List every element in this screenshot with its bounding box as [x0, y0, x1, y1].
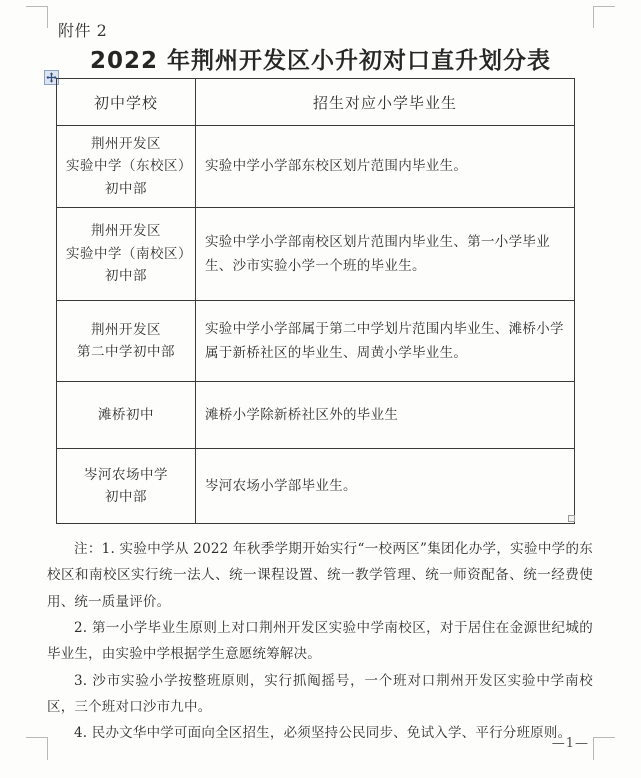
- table-row: [57, 300, 575, 381]
- school-assignment-table: [56, 78, 575, 524]
- school-name-line: 第二中学初中部: [77, 343, 175, 360]
- school-name-line: 滩桥初中: [98, 406, 154, 423]
- school-name-line: 荆州开发区: [91, 136, 161, 152]
- cell-description: 实验中学小学部东校区划片范围内毕业生。: [196, 126, 575, 208]
- crop-mark-bottom-right: [593, 738, 615, 760]
- table-row: [57, 381, 575, 448]
- crop-mark-top-right: [593, 6, 615, 28]
- school-name-line: 岑河农场中学: [84, 466, 168, 483]
- crop-mark-top-left: [26, 6, 48, 28]
- note-item: 注：1. 实验中学从 2022 年秋季学期开始实行“一校两区”集团化办学，实验中学的东校区和南校区实行统一法人、统一课程设置、统一教学管理、统一师资配备、统一经费使用、统一质量评价。: [47, 541, 593, 610]
- page-number: —1—: [551, 736, 589, 751]
- page-title: 2022 年荆州开发区小升初对口直升划分表: [89, 48, 552, 74]
- notes-section: [47, 536, 593, 747]
- cell-school-name: [57, 448, 196, 523]
- school-name-line: 初中部: [105, 180, 147, 197]
- note-item: 4. 民办文华中学可面向全区招生，必须坚持公民同步、免试入学、平行分班原则。: [74, 725, 572, 742]
- table-resize-handle[interactable]: [568, 515, 575, 522]
- column-header-school: 初中学校: [57, 79, 196, 126]
- column-header-description: 招生对应小学毕业生: [196, 79, 575, 126]
- school-name-line: 初中部: [105, 267, 147, 284]
- cell-description: 实验中学小学部属于第二中学划片范围内毕业生、滩桥小学属于新桥社区的毕业生、周黄小学毕业生。: [196, 300, 575, 381]
- cell-school-name: [57, 381, 196, 448]
- table-header-row: [57, 79, 575, 126]
- school-name-line: 实验中学（南校区）: [66, 245, 192, 262]
- school-name-line: 荆州开发区: [91, 223, 161, 240]
- table-row: [57, 207, 575, 300]
- cell-school-name: [57, 300, 196, 381]
- attachment-label: 附件 2: [58, 21, 108, 40]
- cell-school-name: [57, 126, 196, 208]
- table-row: [57, 448, 575, 523]
- cell-description: 岑河农场小学部毕业生。: [196, 448, 575, 523]
- note-item: 3. 沙市实验小学按整班原则，实行抓阄摇号，一个班对口荆州开发区实验中学南校区，三个班对口沙市九中。: [47, 672, 593, 715]
- note-item: 2. 第一小学毕业生原则上对口荆州开发区实验中学南校区，对于居住在金源世纪城的毕业生，由实验中学根据学生意愿统筹解决。: [47, 619, 593, 663]
- crop-mark-bottom-left: [26, 738, 48, 760]
- table-row: [57, 126, 575, 208]
- school-name-line: 荆州开发区: [91, 321, 161, 338]
- cell-description: 实验中学小学部南校区划片范围内毕业生、第一小学毕业生、沙市实验小学一个班的毕业生。: [196, 207, 575, 300]
- school-name-line: 初中部: [105, 488, 147, 505]
- cell-description: 滩桥小学除新桥社区外的毕业生: [196, 381, 575, 448]
- school-name-line: 实验中学（东校区）: [66, 158, 192, 175]
- cell-school-name: [57, 207, 196, 300]
